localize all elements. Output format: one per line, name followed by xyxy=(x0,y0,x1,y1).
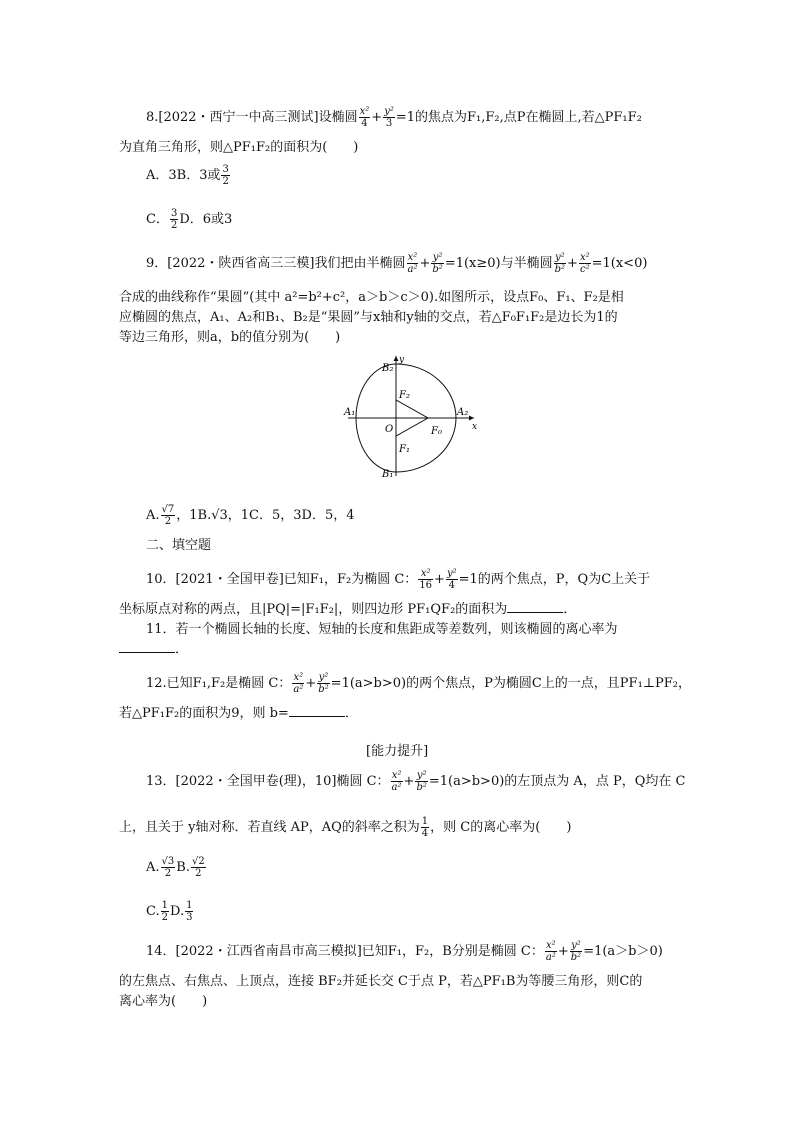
frac-den: b² xyxy=(554,264,566,275)
frac-num: y² xyxy=(432,252,443,263)
answer-blank[interactable] xyxy=(289,704,345,717)
q14-suffix: =1(a＞b＞0) xyxy=(583,944,663,959)
q8-line1 xyxy=(146,106,642,129)
frac-num: x² xyxy=(418,568,433,580)
q13-opt-d-label: D. xyxy=(170,904,185,919)
q13-opt-a-label: A. xyxy=(146,860,160,875)
fruit-ellipse-figure xyxy=(342,354,482,479)
q12-fraction-x xyxy=(292,672,304,695)
q13-opt-a-fraction xyxy=(161,856,176,879)
q14-line3: 离心率为( ) xyxy=(119,994,208,1009)
q8-fraction-x xyxy=(359,106,371,129)
frac-num: y² xyxy=(416,770,427,781)
q10-line2-text: 坐标原点对称的两点，且|PQ|=|F₁F₂|，则四边形 PF₁QF₂的面积为 xyxy=(119,602,508,617)
q10-suffix: =1的两个焦点，P，Q为C上关于 xyxy=(458,572,651,587)
frac-den: 3 xyxy=(385,118,393,129)
q12-fraction-y xyxy=(317,672,329,695)
q12-line2-text: 若△PF₁F₂的面积为9，则 b= xyxy=(119,706,289,721)
frac-num: x² xyxy=(359,106,370,117)
q9-line3: 应椭圆的焦点，A₁、A₂和B₁、B₂是“果圆”与x轴和y轴的交点，若△F₀F₁F₂是边长为1的 xyxy=(119,310,618,325)
frac-num: y² xyxy=(446,568,457,579)
q13-fraction-x xyxy=(391,770,403,793)
q13-line2 xyxy=(119,816,571,839)
label-f1: F₁ xyxy=(399,444,410,455)
answer-blank[interactable] xyxy=(119,640,175,653)
q10-line1: 10．[2021・全国甲卷]已知F₁，F₂为椭圆 C： $\frac{\text{x²}}{16}$ + $\frac{\text{y²}}{4}$ =1的两个焦点，P，Q为C上关于 xyxy=(146,568,651,591)
q13-line2-text: 上，且关于 y轴对称．若直线 AP，AQ的斜率之积为 xyxy=(119,820,420,835)
label-x: x xyxy=(472,422,478,432)
q8-opt-c-label: C． xyxy=(146,212,169,227)
q13-suffix: =1(a>b>0)的左顶点为 A，点 P，Q均在 C xyxy=(428,774,686,789)
frac-num: y² xyxy=(318,672,329,683)
frac-den: a² xyxy=(407,264,418,275)
q9-mid: =1(x≥0)与半椭圆 xyxy=(444,256,553,271)
frac-num: x² xyxy=(293,672,304,683)
q8-opt-b-fraction xyxy=(221,164,229,187)
frac-num: 1 xyxy=(161,900,168,911)
q9-fraction-2 xyxy=(431,252,443,275)
q9-opt-a-fraction xyxy=(161,504,176,527)
frac-num: x² xyxy=(546,940,556,951)
q9-fraction-3 xyxy=(554,252,566,275)
q12-line1: 12.已知F₁,F₂是椭圆 C： $\frac{\text{x²}}{\text{a²}}$ + $\frac{\text{y²}}{\text{b²}}$ =1(a>b>0)的两个焦点，P为椭圆C上的一点，且PF₁⊥PF₂， xyxy=(146,672,691,695)
frac-den: 2 xyxy=(164,516,172,527)
frac-den: b² xyxy=(570,952,582,963)
frac-den: a² xyxy=(293,684,304,695)
frac-num: 1 xyxy=(186,900,193,911)
q13-options-ab xyxy=(146,856,207,879)
frac-den: b² xyxy=(416,782,427,793)
q13-slope-fraction xyxy=(421,816,429,839)
q10-prefix: 10．[2021・全国甲卷]已知F₁，F₂为椭圆 C： xyxy=(146,572,418,587)
frac-den: 4 xyxy=(448,580,455,591)
section-ability-title: [能力提升] xyxy=(366,744,429,759)
label-b1: B₁ xyxy=(382,469,394,479)
q9-line2: 合成的曲线称作“果圆”(其中 a²=b²+c²，a＞b＞c＞0).如图所示，设点F₀、F₁、F₂是相 xyxy=(119,290,624,305)
frac-den: a² xyxy=(391,782,402,793)
q13-opt-c-fraction xyxy=(161,900,169,923)
q8-opt-d-text: D．6或3 xyxy=(179,212,233,227)
frac-num: √7 xyxy=(161,504,175,515)
q13-opt-c-label: C. xyxy=(146,904,160,919)
q9-fraction-4 xyxy=(579,252,591,275)
q8-fraction-y xyxy=(383,106,395,129)
section-fill-in-title: 二、填空题 xyxy=(146,538,212,553)
label-b2: B₂ xyxy=(382,363,394,374)
q9-fraction-1 xyxy=(407,252,419,275)
frac-num: 1 xyxy=(421,816,429,827)
q14-line2: 的左焦点、右焦点、上顶点，连接 BF₂并延长交 C于点 P，若△PF₁B为等腰三角形，则C的 xyxy=(119,974,643,989)
q14-fraction-x xyxy=(545,940,557,963)
q12-line2-end: ． xyxy=(344,706,358,721)
frac-num: x² xyxy=(579,252,590,263)
q13-opt-d-fraction xyxy=(185,900,193,923)
frac-num: √2 xyxy=(191,856,205,867)
y-axis-arrow xyxy=(394,356,399,361)
frac-num: x² xyxy=(407,252,418,263)
frac-num: 3 xyxy=(170,208,178,219)
q9-opt-a-label: A. xyxy=(146,508,160,523)
q8-option-cd xyxy=(146,208,232,231)
q8-line2: 为直角三角形，则△PF₁F₂的面积为( ) xyxy=(119,140,359,155)
q8-opt-ab-text: A．3B．3或 xyxy=(146,168,221,183)
frac-num: 3 xyxy=(222,164,229,175)
frac-num: √3 xyxy=(161,856,175,867)
label-f2: F₂ xyxy=(399,390,410,401)
q13-prefix: 13．[2022・全国甲卷(理)，10]椭圆 C： xyxy=(146,774,390,789)
q8-opt-c-fraction xyxy=(170,208,178,231)
frac-den: 4 xyxy=(421,828,429,839)
frac-den: 2 xyxy=(161,912,168,923)
q12-suffix: =1(a>b>0)的两个焦点，P为椭圆C上的一点，且PF₁⊥PF₂， xyxy=(330,676,691,691)
frac-den: b² xyxy=(318,684,329,695)
q9-line4: 等边三角形，则a，b的值分别为( ) xyxy=(119,330,341,345)
x-axis-arrow xyxy=(469,416,474,421)
frac-den: 2 xyxy=(195,868,202,879)
q8-suffix: =1的焦点为F₁,F₂,点P在椭圆上,若△PF₁F₂ xyxy=(395,110,642,125)
q9-end: =1(x<0) xyxy=(591,256,648,271)
answer-blank[interactable] xyxy=(507,600,563,613)
frac-num: y² xyxy=(555,252,565,263)
q11-line2-end: ． xyxy=(175,642,189,657)
label-a1: A₁ xyxy=(344,407,356,418)
frac-den: c² xyxy=(579,264,590,275)
q13-line2-end: ，则 C的离心率为( ) xyxy=(430,820,572,835)
plus-sign: + xyxy=(371,110,383,125)
q13-line1: 13．[2022・全国甲卷(理)，10]椭圆 C： $\frac{\text{x²}}{\text{a²}}$ + $\frac{\text{y²}}{\text{b²}}$ =1(a>b>0)的左顶点为 A，点 P，Q均在 C xyxy=(146,770,686,793)
q12-line2 xyxy=(119,704,358,724)
q10-fraction-x xyxy=(418,568,433,591)
q13-fraction-y xyxy=(415,770,427,793)
q9-options xyxy=(146,504,355,527)
frac-num: y² xyxy=(571,940,581,951)
frac-den: 3 xyxy=(186,912,193,923)
q13-opt-b-label: B. xyxy=(176,860,190,875)
q8-prefix: 8.[2022・西宁一中高三测试]设椭圆 xyxy=(146,110,358,125)
frac-den: 2 xyxy=(170,220,178,231)
q11-line1: 11．若一个椭圆长轴的长度、短轴的长度和焦距成等差数列，则该椭圆的离心率为 xyxy=(146,622,618,637)
q14-prefix: 14．[2022・江西省南昌市高三模拟]已知F₁，F₂，B分别是椭圆 C： xyxy=(146,944,544,959)
q13-options-cd xyxy=(146,900,194,923)
q14-fraction-y xyxy=(570,940,582,963)
q14-line1: 14．[2022・江西省南昌市高三模拟]已知F₁，F₂，B分别是椭圆 C： $\frac{\text{x²}}{\text{a²}}$ + $\frac{\text{y²}}{\text{b²}}$ =1(a＞b＞0) xyxy=(146,940,663,963)
q9-prefix: 9．[2022・陕西省高三三模]我们把由半椭圆 xyxy=(146,256,406,271)
q11-line2 xyxy=(119,640,188,660)
label-o: O xyxy=(385,424,394,435)
frac-den: b² xyxy=(432,264,443,275)
q10-line2 xyxy=(119,600,576,620)
q9-line1: 9．[2022・陕西省高三三模]我们把由半椭圆 $\frac{\text{x²}}{\text{a²}}$ + $\frac{\text{y²}}{\text{b²}}$ =1(x≥0)与半椭圆 $\frac{\text{y²}}{\text{b²}}$ + $\frac{\text{x²}}{\text{c²}}$ =1(x<0) xyxy=(146,252,648,275)
frac-den: 4 xyxy=(361,118,368,129)
label-y: y xyxy=(399,355,405,365)
q10-line2-end: ． xyxy=(563,602,577,617)
frac-num: x² xyxy=(391,770,402,781)
label-a2: A₂ xyxy=(457,407,469,418)
frac-den: a² xyxy=(545,952,556,963)
frac-den: 2 xyxy=(164,868,172,879)
frac-num: y² xyxy=(384,106,394,117)
q12-prefix: 12.已知F₁,F₂是椭圆 C： xyxy=(146,676,292,691)
frac-den: 2 xyxy=(222,176,229,187)
q13-opt-b-fraction xyxy=(191,856,206,879)
label-f0: F₀ xyxy=(431,426,442,437)
q8-option-ab xyxy=(146,164,231,187)
q10-fraction-y xyxy=(446,568,458,591)
q9-options-text: ，1B.√3，1C．5，3D．5，4 xyxy=(176,508,355,523)
frac-den: 16 xyxy=(419,580,433,591)
